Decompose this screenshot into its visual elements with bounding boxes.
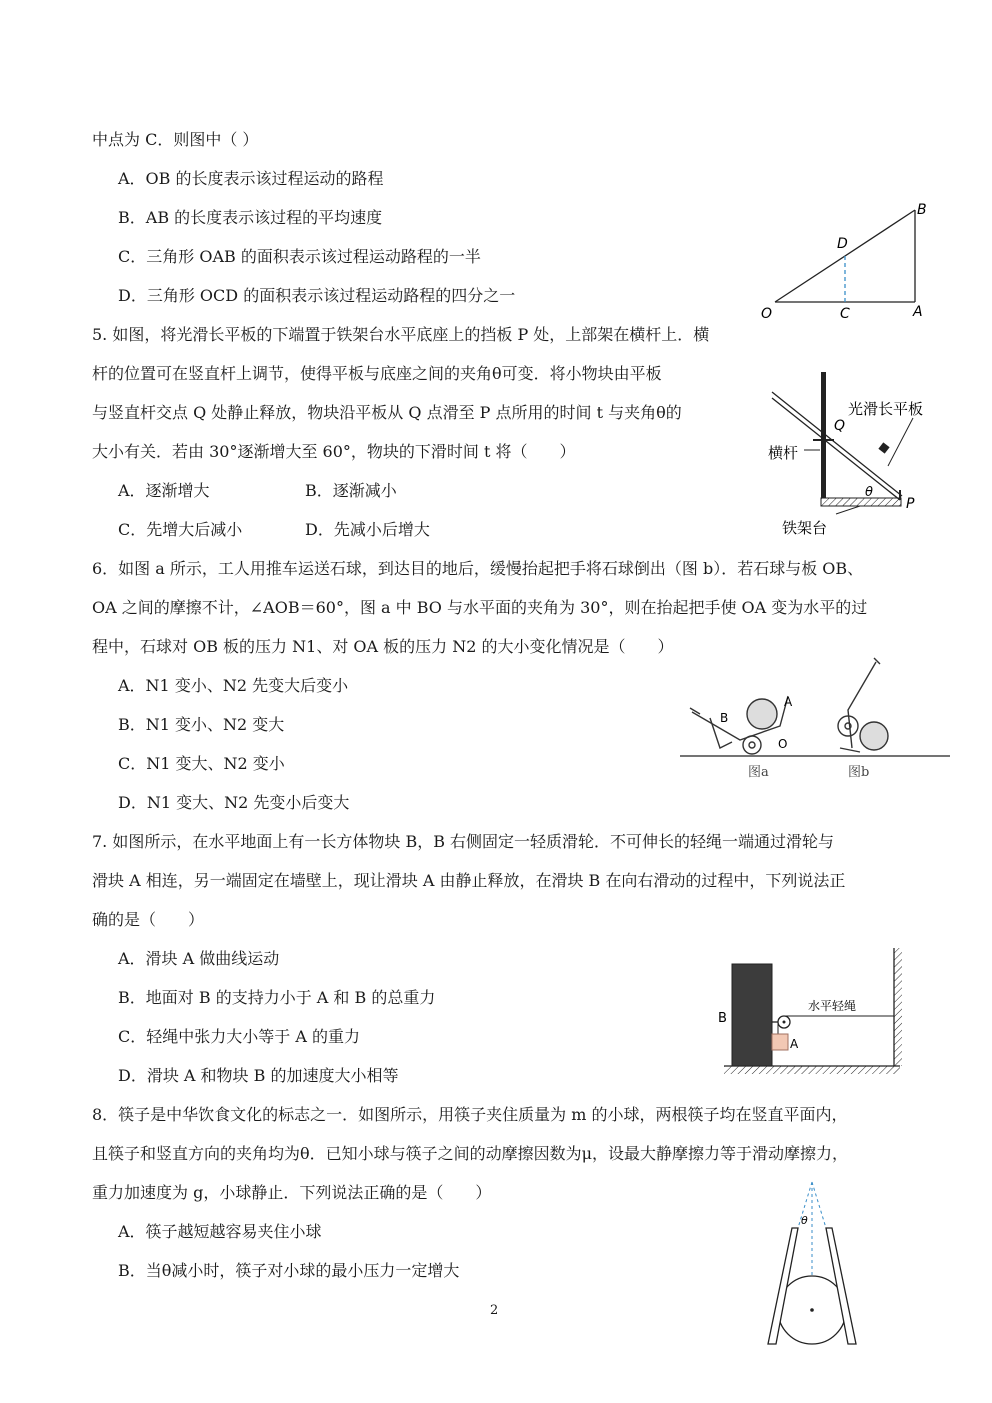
q8-chopsticks-figure: [762, 1176, 866, 1348]
label-p: P: [906, 496, 915, 512]
q7-line-3: 确的是（ ）: [92, 910, 205, 929]
q6-option-a: A．N1 变小、N2 先变大后变小: [118, 676, 349, 695]
q6-option-d: D．N1 变大、N2 先变小后变大: [118, 793, 350, 812]
label-o: O: [761, 306, 773, 322]
label-a: A: [913, 304, 923, 320]
label-b: B: [718, 1011, 727, 1026]
q6-line-2: OA 之间的摩擦不计，∠AOB＝60°，图 a 中 BO 与水平面的夹角为 30°，则在抬起把手使 OA 变为水平的过: [92, 598, 868, 617]
q5-line-1: 5. 如图，将光滑长平板的下端置于铁架台水平底座上的挡板 P 处，上部架在横杆上．横: [92, 325, 710, 344]
q7-line-1: 7. 如图所示，在水平地面上有一长方体物块 B，B 右侧固定一轻质滑轮．不可伸长的轻绳一端通过滑轮与: [92, 832, 835, 851]
label-a-a: A: [784, 695, 793, 709]
q7-pulley-figure: [712, 944, 908, 1080]
small-block: [878, 442, 889, 453]
stone-ball-b: [860, 722, 888, 750]
wall-hatch: [894, 948, 902, 1066]
q4-option-d: D．三角形 OCD 的面积表示该过程运动路程的四分之一: [118, 286, 516, 305]
stone-ball-a: [747, 699, 777, 729]
q5-line-2: 杆的位置可在竖直杆上调节，使得平板与底座之间的夹角θ可变．将小物块由平板: [92, 364, 662, 383]
leader-stand: [836, 506, 860, 514]
right-axis: [812, 1182, 826, 1228]
q5-incline-figure: [768, 368, 968, 540]
q5-option-a: A．逐渐增大: [118, 481, 210, 500]
q4-option-b: B．AB 的长度表示该过程的平均速度: [118, 208, 383, 227]
block-b: [732, 964, 772, 1066]
wheel-a: [743, 736, 761, 754]
label-c: C: [840, 306, 850, 322]
q8-line-1: 8．筷子是中华饮食文化的标志之一．如图所示，用筷子夹住质量为 m 的小球，两根筷子均在竖直平面内，: [92, 1105, 848, 1124]
label-theta: θ: [865, 485, 873, 500]
label-a: A: [790, 1037, 799, 1051]
ground-hatch: [724, 1066, 900, 1074]
q5-line-4: 大小有关．若由 30°逐渐增大至 60°，物块的下滑时间 t 将（ ）: [92, 442, 576, 461]
q7-option-a: A．滑块 A 做曲线运动: [118, 949, 280, 968]
q8-option-b: B．当θ减小时，筷子对小球的最小压力一定增大: [118, 1261, 460, 1280]
wheel-b: [838, 716, 858, 736]
wheel-hub-a: [749, 742, 755, 748]
q5-option-b: B．逐渐减小: [305, 481, 397, 500]
q5-option-c: C．先增大后减小: [118, 520, 243, 539]
q4-tail: 中点为 C．则图中（ ）: [92, 130, 259, 149]
q6-line-1: 6．如图 a 所示，工人用推车运送石球，到达目的地后，缓慢抬起把手将石球倒出（图 b）．若石球与板 OB、: [92, 559, 864, 578]
label-b-a: B: [720, 711, 729, 725]
q7-line-2: 滑块 A 相连，另一端固定在墙壁上，现让滑块 A 由静止释放，在滑块 B 在向右滑动的过程中，下列说法正: [92, 871, 846, 890]
cart-a: [690, 696, 788, 754]
leader-board: [888, 418, 913, 466]
label-crossbar: 横杆: [768, 444, 799, 462]
label-fig-b: 图b: [848, 765, 870, 780]
q4-option-a: A．OB 的长度表示该过程运动的路程: [118, 169, 384, 188]
page-number: 2: [490, 1303, 499, 1318]
cart-b: [838, 658, 888, 752]
label-fig-a: 图a: [748, 765, 769, 780]
q5-line-3: 与竖直杆交点 Q 处静止释放，物块沿平板从 Q 点滑至 P 点所用的时间 t 与夹角θ的: [92, 403, 682, 422]
q8-option-a: A．筷子越短越容易夹住小球: [118, 1222, 322, 1241]
label-board: 光滑长平板: [848, 400, 924, 418]
ball-center: [810, 1308, 814, 1312]
q6-option-c: C．N1 变大、N2 变小: [118, 754, 285, 773]
pulley-axle: [783, 1021, 786, 1024]
label-q: Q: [834, 418, 846, 434]
label-rope: 水平轻绳: [808, 999, 857, 1013]
q7-option-c: C．轻绳中张力大小等于 A 的重力: [118, 1027, 360, 1046]
q4-option-c: C．三角形 OAB 的面积表示该过程运动路程的一半: [118, 247, 481, 266]
q4-triangle-figure: [755, 198, 935, 324]
block-a: [772, 1034, 788, 1050]
label-stand: 铁架台: [782, 519, 828, 537]
q7-option-d: D．滑块 A 和物块 B 的加速度大小相等: [118, 1066, 399, 1085]
cart-b-leg: [840, 748, 860, 752]
q8-line-3: 重力加速度为 g，小球静止．下列说法正确的是（ ）: [92, 1183, 492, 1202]
q6-cart-figure: [680, 652, 952, 784]
label-d: D: [837, 236, 848, 252]
q5-option-d: D．先减小后增大: [305, 520, 430, 539]
stand-base: [821, 498, 901, 506]
label-b: B: [917, 202, 927, 218]
q7-option-b: B．地面对 B 的支持力小于 A 和 B 的总重力: [118, 988, 436, 1007]
q6-line-3: 程中，石球对 OB 板的压力 N1、对 OA 板的压力 N2 的大小变化情况是（ ）: [92, 637, 674, 656]
q8-line-2: 且筷子和竖直方向的夹角均为θ．已知小球与筷子之间的动摩擦因数为μ，设最大静摩擦力等于滑动摩擦力，: [92, 1144, 849, 1163]
q6-option-b: B．N1 变小、N2 变大: [118, 715, 285, 734]
label-theta: θ: [801, 1214, 808, 1227]
label-o-a: O: [778, 737, 788, 751]
